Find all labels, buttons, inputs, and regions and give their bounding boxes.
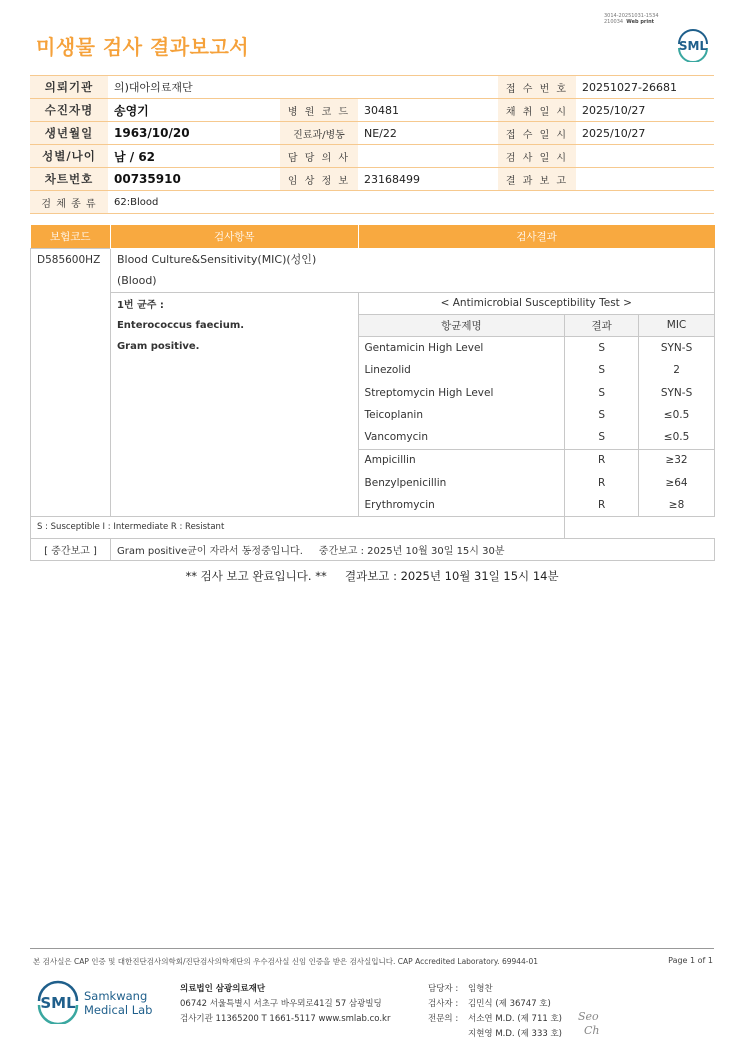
sml-logo-icon <box>674 28 712 62</box>
logo-line2: Medical Lab <box>84 1003 153 1017</box>
staff-info <box>428 982 562 1042</box>
collection-date-value: 2025/10/27 <box>576 99 714 122</box>
department-label: 진료과/병동 <box>280 122 358 145</box>
result-header: 결과 <box>565 314 639 336</box>
drug-mic: ≥32 <box>639 449 715 471</box>
drug-result: R <box>565 471 639 494</box>
footer-divider <box>30 948 714 949</box>
doctor-value <box>358 145 498 168</box>
document-code-line1: 3014-20251031-1534 <box>604 13 659 19</box>
collection-date-label: 채 취 일 시 <box>498 99 576 122</box>
signature: Seo <box>578 1010 599 1023</box>
logo-line1: Samkwang <box>84 989 148 1003</box>
test-date-value <box>576 145 714 168</box>
drug-name: Streptomycin High Level <box>358 381 565 404</box>
web-print-label: Web print <box>626 19 655 25</box>
samkwang-logo-icon <box>36 980 156 1024</box>
receipt-date-value: 2025/10/27 <box>576 122 714 145</box>
requesting-org-value: 의)대아의료재단 <box>108 76 498 99</box>
interim-report-label: [ 중간보고 ] <box>31 538 111 560</box>
sml-badge-text: SML <box>678 39 708 53</box>
chart-number-value: 00735910 <box>108 168 280 191</box>
page-title: 미생물 검사 결과보고서 <box>36 35 250 59</box>
page-number: Page 1 of 1 <box>668 956 713 965</box>
patient-name-label: 수진자명 <box>30 99 108 122</box>
organism-label: 1번 균주 : <box>110 292 358 314</box>
drug-name: Gentamicin High Level <box>358 336 565 359</box>
mic-header: MIC <box>639 314 715 336</box>
clinical-info-label: 임 상 정 보 <box>280 168 358 191</box>
drug-name-header: 항균제명 <box>358 314 565 336</box>
staff-name: 임형찬 <box>468 984 493 994</box>
test-date-label: 검 사 일 시 <box>498 145 576 168</box>
certification-note: 본 검사실은 CAP 인증 및 대한진단검사의학회/진단검사의학재단의 우수검사실 신임 인증을 받은 검사실입니다. CAP Accredited Laboratory. 69944-01 <box>33 957 539 966</box>
info-row <box>30 145 714 168</box>
drug-mic: 2 <box>639 359 715 381</box>
gram-stain: Gram positive. <box>110 336 358 516</box>
drug-name: Benzylpenicillin <box>358 471 565 494</box>
ast-title: < Antimicrobial Susceptibility Test > <box>358 292 714 314</box>
organization-contact: 검사기관 11365200 T 1661-5117 www.smlab.co.kr <box>180 1014 391 1024</box>
logo-mark-text: SML <box>40 994 76 1012</box>
drug-result: S <box>565 381 639 404</box>
drug-result: S <box>565 336 639 359</box>
result-report-value <box>576 168 714 191</box>
drug-name: Teicoplanin <box>358 404 565 426</box>
info-row <box>30 168 714 191</box>
drug-name: Linezolid <box>358 359 565 381</box>
birth-date-value: 1963/10/20 <box>108 122 280 145</box>
test-specimen: (Blood) <box>110 270 714 292</box>
ast-legend: S : Susceptible I : Intermediate R : Resistant <box>31 516 565 538</box>
receipt-date-label: 접 수 일 시 <box>498 122 576 145</box>
drug-result: R <box>565 494 639 516</box>
organization-address: 06742 서울특별시 서초구 바우뫼로41길 57 삼광빌딩 <box>180 999 382 1009</box>
info-row <box>30 99 714 122</box>
test-result-header: 검사결과 <box>358 225 714 248</box>
drug-result: R <box>565 449 639 471</box>
organization-info <box>180 982 390 1027</box>
staff-role: 검사자 : <box>428 999 459 1009</box>
drug-result: S <box>565 404 639 426</box>
drug-result: S <box>565 426 639 449</box>
drug-mic: ≥8 <box>639 494 715 516</box>
department-value: NE/22 <box>358 122 498 145</box>
clinical-info-value: 23168499 <box>358 168 498 191</box>
drug-mic: ≤0.5 <box>639 404 715 426</box>
sex-age-label: 성별/나이 <box>30 145 108 168</box>
receipt-number-value: 20251027-26681 <box>576 76 714 99</box>
organization-name: 의료법인 삼광의료재단 <box>180 984 266 994</box>
staff-role <box>428 1027 468 1042</box>
patient-info-table <box>30 75 714 214</box>
drug-result: S <box>565 359 639 381</box>
results-table <box>30 225 715 561</box>
document-code <box>604 13 659 25</box>
drug-mic: SYN-S <box>639 381 715 404</box>
test-name: Blood Culture&Sensitivity(MIC)(성인) <box>110 248 714 270</box>
info-row <box>30 122 714 145</box>
birth-date-label: 생년월일 <box>30 122 108 145</box>
requesting-org-label: 의뢰기관 <box>30 76 108 99</box>
drug-name: Vancomycin <box>358 426 565 449</box>
staff-name: 김민식 (제 36747 호) <box>468 999 551 1009</box>
chart-number-label: 차트번호 <box>30 168 108 191</box>
info-row <box>30 191 714 214</box>
document-code-line2: 210034 <box>604 19 624 25</box>
staff-name: 지현영 M.D. (제 333 호) <box>468 1029 563 1039</box>
interim-report-text: Gram positive균이 자라서 동정중입니다. 중간보고 : 2025년 10월 30일 15시 30분 <box>110 538 714 560</box>
staff-role: 담당자 : <box>428 984 459 994</box>
hospital-code-value: 30481 <box>358 99 498 122</box>
organism-name: Enterococcus faecium. <box>116 319 245 331</box>
drug-mic: ≤0.5 <box>639 426 715 449</box>
staff-role: 전문의 : <box>428 1014 459 1024</box>
sex-age-value: 남 / 62 <box>108 145 280 168</box>
insurance-code-header: 보험코드 <box>31 225 111 248</box>
signature: Ch <box>584 1024 600 1037</box>
drug-mic: ≥64 <box>639 471 715 494</box>
drug-name: Erythromycin <box>358 494 565 516</box>
specimen-type-value: 62:Blood <box>108 191 714 214</box>
hospital-code-label: 병 원 코 드 <box>280 99 358 122</box>
drug-name: Ampicillin <box>358 449 565 471</box>
info-row <box>30 76 714 99</box>
specimen-type-label: 검 체 종 류 <box>30 191 108 214</box>
test-item-header: 검사항목 <box>110 225 358 248</box>
drug-mic: SYN-S <box>639 336 715 359</box>
receipt-number-label: 접 수 번 호 <box>498 76 576 99</box>
patient-name-value: 송영기 <box>108 99 280 122</box>
staff-name: 서소연 M.D. (제 711 호) <box>468 1014 563 1024</box>
result-report-label: 결 과 보 고 <box>498 168 576 191</box>
insurance-code: D585600HZ <box>31 248 111 516</box>
doctor-label: 담 당 의 사 <box>280 145 358 168</box>
final-report-note: ** 검사 보고 완료입니다. ** 결과보고 : 2025년 10월 31일 15시 14분 <box>185 569 559 583</box>
